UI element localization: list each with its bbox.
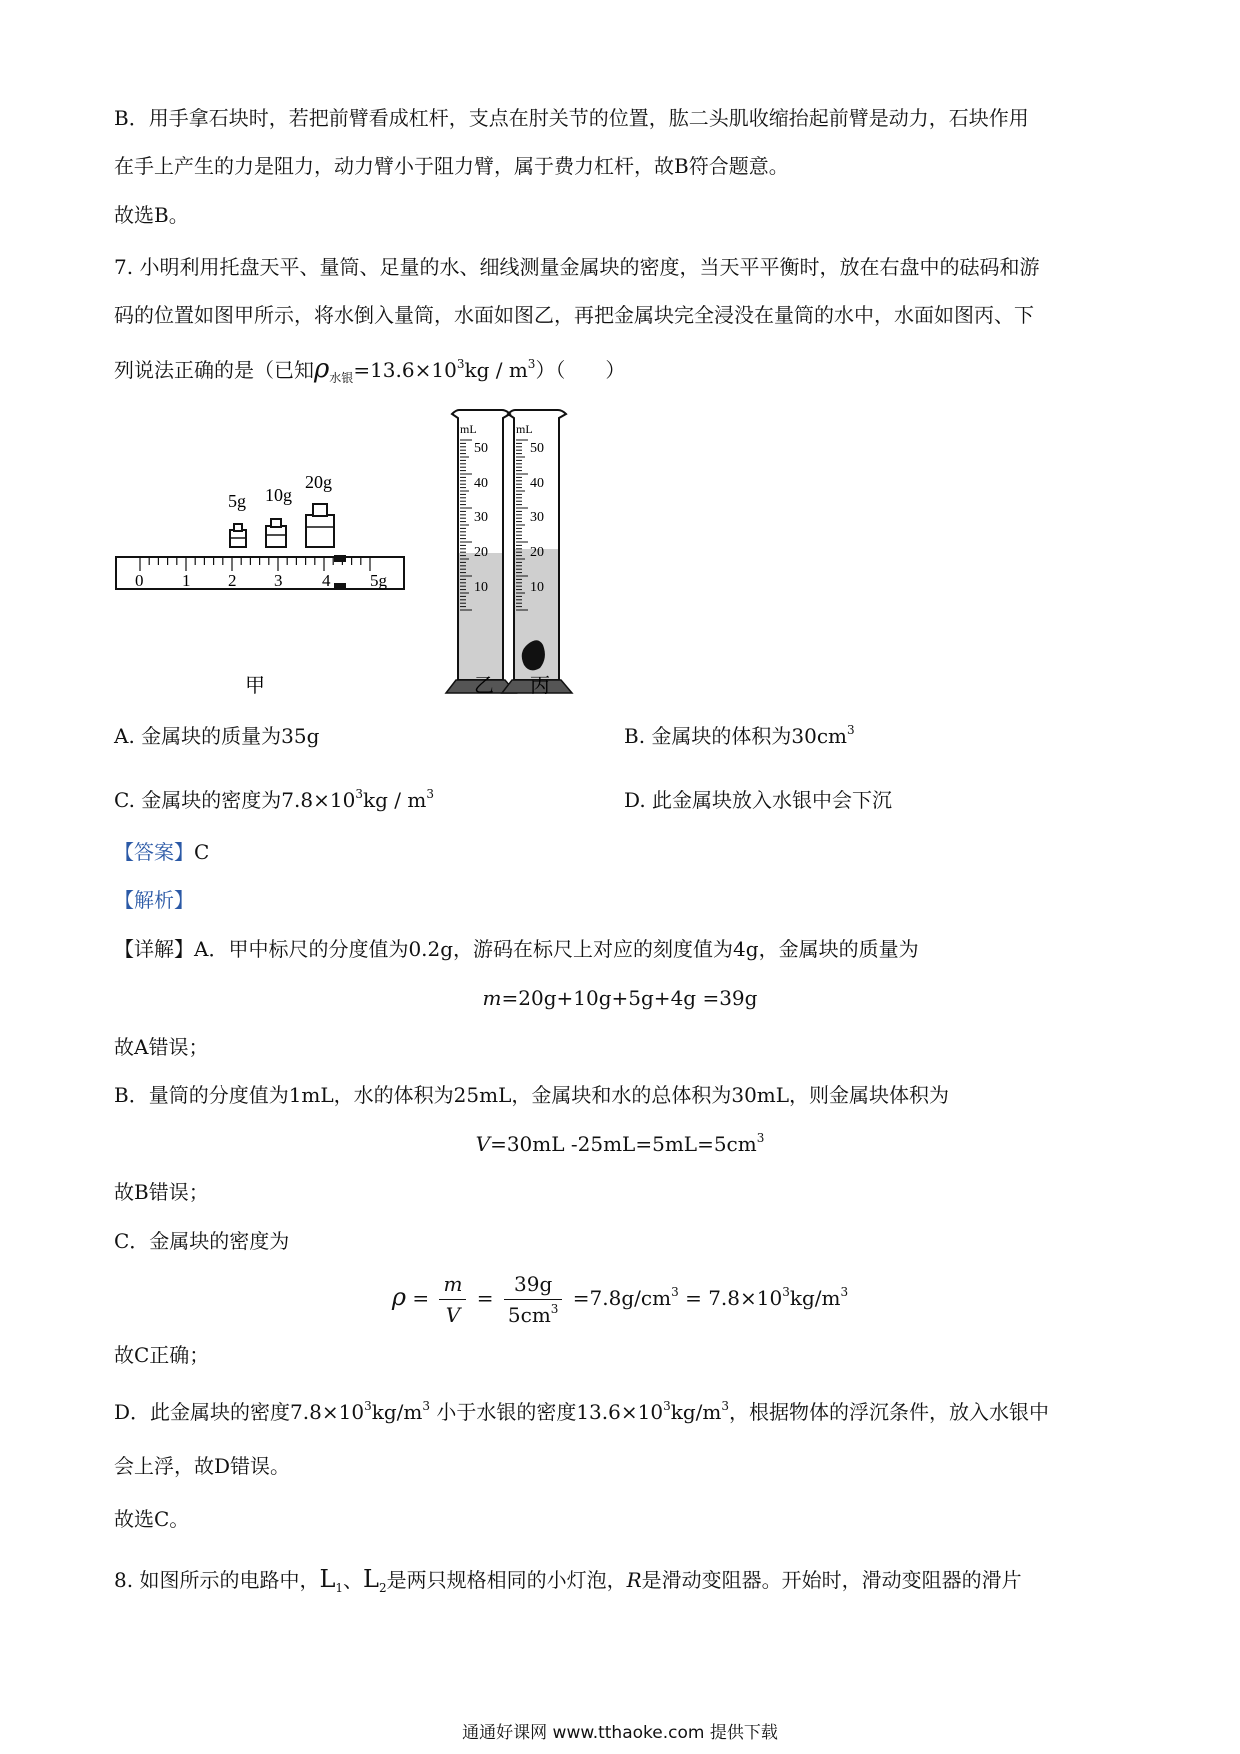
figure-balance-and-cylinders (110, 400, 670, 700)
weight-label-20g: 20g (305, 472, 332, 492)
option-c: C. 金属块的密度为$7.8\times 10^3kg / m^3$ (114, 787, 434, 812)
question-7-line-1: 7. 小明利用托盘天平、量筒、足量的水、细线测量金属块的密度，当天平平衡时，放在右盘中的砝码和游 (114, 255, 1040, 279)
answer-tag: 【答案】 (114, 840, 194, 864)
cylinder-yi-tick-40: 40 (474, 476, 488, 491)
answer-value: C (194, 840, 210, 864)
weight-20g (306, 504, 334, 547)
caption-yi: 乙 (474, 675, 494, 697)
caption-jia: 甲 (245, 675, 265, 697)
detail-b-conclusion: 故B错误； (114, 1180, 209, 1204)
answer-line (114, 838, 209, 866)
rider-top (334, 555, 346, 562)
option-b: B. 金属块的体积为$30cm^3$ (624, 723, 855, 748)
caption-bing: 丙 (530, 675, 550, 697)
cylinder-yi-tick-10: 10 (474, 580, 488, 595)
text-line-b-explanation-2: 在手上产生的力是阻力，动力臂小于阻力臂，属于费力杠杆，故B符合题意。 (114, 154, 789, 178)
cylinder-bing-tick-30: 30 (530, 510, 544, 525)
fraction-m-over-v: $\frac{m}{V}$ (439, 1269, 466, 1330)
cylinder-bing-tick-20: 20 (530, 545, 544, 560)
analysis-tag: 【解析】 (114, 888, 194, 912)
scale-label-5g: 5g (370, 571, 387, 590)
detail-d-line-1: D．此金属块的密度$7.8\times 10^3kg/m^3$ 小于水银的密度$13.6\times 10^3kg/m^3$，根据物体的浮沉条件，放入水银中 (114, 1399, 1049, 1424)
detail-c-line: C．金属块的密度为 (114, 1229, 290, 1253)
option-a: A. 金属块的质量为35g (114, 724, 320, 748)
scale-label-3: 3 (274, 571, 283, 590)
cylinder-bing (502, 410, 572, 693)
option-d: D. 此金属块放入水银中会下沉 (624, 788, 893, 812)
detail-b-line: B．量筒的分度值为1mL，水的体积为25mL，金属块和水的总体积为30mL，则金属块体积为 (114, 1083, 950, 1107)
cylinder-bing-unit: mL (516, 422, 533, 436)
weight-label-5g: 5g (228, 491, 246, 511)
cylinder-yi (446, 410, 516, 693)
detail-a-conclusion: 故A错误； (114, 1035, 209, 1059)
question-8-line-1: 8. 如图所示的电路中，$L_1$、$L_2$是两只规格相同的小灯泡，R是滑动变阻器。开始时，滑动变阻器的滑片 (114, 1565, 1022, 1595)
weight-10g (266, 519, 286, 547)
cylinder-bing-tick-10: 10 (530, 580, 544, 595)
cylinder-yi-tick-50: 50 (474, 441, 488, 456)
fraction-39g-over-5cm3: $\frac{39g}{5cm^3}$ (504, 1269, 563, 1330)
scale-label-0: 0 (135, 571, 144, 590)
cylinder-bing-tick-50: 50 (530, 441, 544, 456)
text-line-b-explanation-1: B．用手拿石块时，若把前臂看成杠杆，支点在肘关节的位置，肱二头肌收缩抬起前臂是动力，石块作用 (114, 106, 1029, 130)
cylinder-yi-tick-20: 20 (474, 545, 488, 560)
final-choice: 故选C。 (114, 1507, 190, 1531)
cylinder-yi-unit: mL (460, 422, 477, 436)
question-7-line-3: 列说法正确的是（已知$\rho_{水银}=13.6\times 10^3kg / m^3$）（ ） (114, 354, 626, 385)
detail-d-line-2: 会上浮，故D错误。 (114, 1454, 291, 1478)
cylinder-bing-tick-40: 40 (530, 476, 544, 491)
scale-label-1: 1 (182, 571, 191, 590)
cylinder-yi-tick-30: 30 (474, 510, 488, 525)
rider-bottom (334, 583, 346, 590)
weight-5g (230, 524, 246, 547)
weight-label-10g: 10g (265, 485, 292, 505)
equation-density: ρ = $\frac{m}{V}$ = $\frac{39g}{5cm^3}$ $=7.8g/cm^3 = 7.8\times 10^3kg/m^3$ (0, 1265, 1240, 1330)
text-line-choose-b: 故选B。 (114, 203, 189, 227)
equation-volume: V=30mL $-25mL=5mL=5cm^3$ (475, 1131, 765, 1156)
equation-mass: m=20g+10g+5g+4g =39g (482, 986, 758, 1010)
question-7-line-2: 码的位置如图甲所示，将水倒入量筒，水面如图乙，再把金属块完全浸没在量筒的水中，水面如图丙、下 (114, 303, 1034, 327)
footer-site-credit: 通通好课网 www.tthaoke.com 提供下载 (462, 1723, 778, 1743)
scale-label-2: 2 (228, 571, 237, 590)
detail-c-conclusion: 故C正确； (114, 1343, 210, 1367)
detail-a-line: 【详解】A．甲中标尺的分度值为0.2g，游码在标尺上对应的刻度值为4g，金属块的质量为 (114, 937, 919, 961)
scale-label-4: 4 (322, 571, 331, 590)
